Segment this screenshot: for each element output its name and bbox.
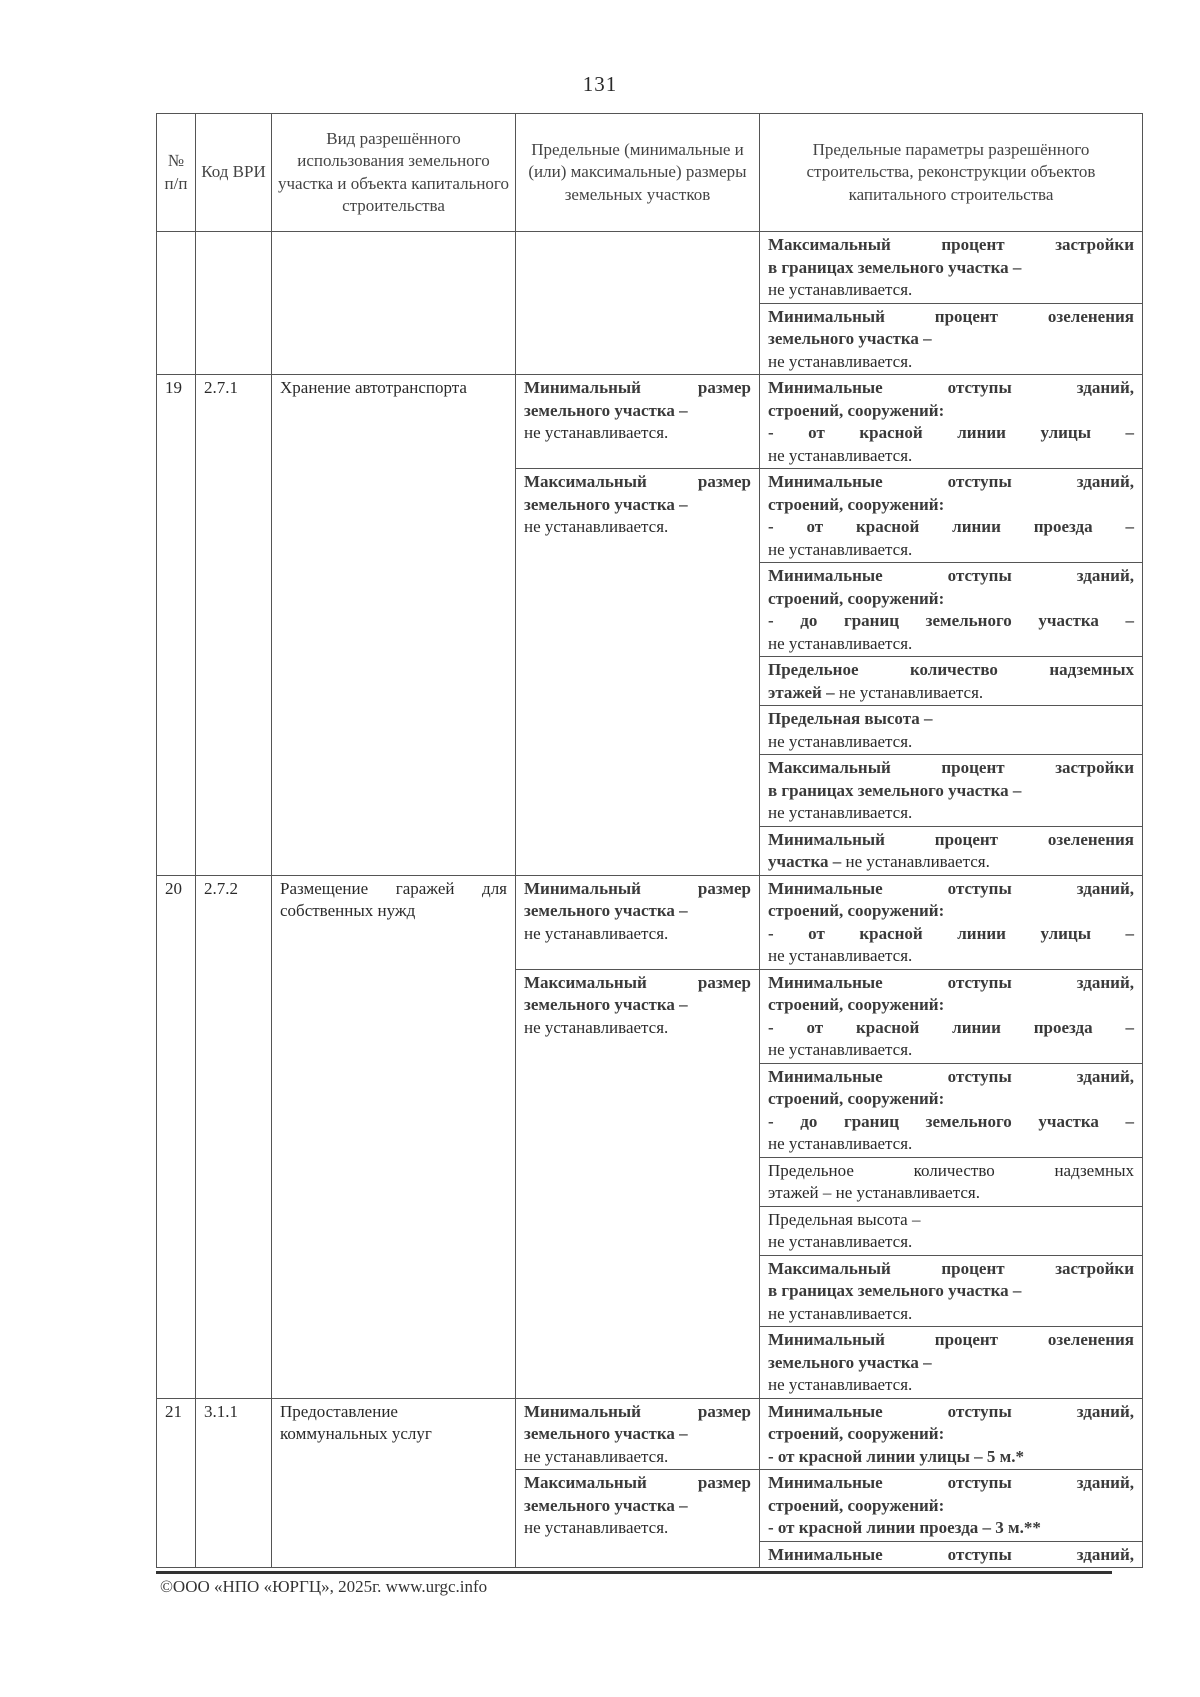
param-line: строений, сооружений: <box>768 1424 945 1443</box>
table-row <box>157 1398 1143 1470</box>
param-line: - от красной линии улицы – 5 м.* <box>768 1446 1024 1466</box>
param-fragment: не устанавливается. <box>831 1183 980 1202</box>
param-cell <box>760 1398 1143 1470</box>
param-line: Минимальный процент озеленения <box>768 306 1134 326</box>
param-line: Предельная высота – <box>768 1209 921 1229</box>
table-header-row <box>157 114 1143 232</box>
param-line: - от красной линии улицы – <box>768 423 1134 442</box>
min-size-cell <box>516 875 760 969</box>
num-cell: 20 <box>157 875 196 1398</box>
code-cell: 3.1.1 <box>196 1398 272 1568</box>
param-line: не устанавливается. <box>768 1040 913 1059</box>
param-cell <box>760 469 1143 563</box>
param-line: Максимальный процент застройки <box>768 235 1134 254</box>
header-code: Код ВРИ <box>196 114 272 232</box>
param-line: Минимальный процент озеленения <box>768 829 1134 849</box>
param-cell <box>760 657 1143 706</box>
param-line: - до границ земельного участка – <box>768 1111 1134 1131</box>
param-line: Предельная высота – <box>768 709 933 728</box>
use-cell <box>272 232 516 375</box>
param-line: Максимальный размер <box>524 972 751 992</box>
param-line: не устанавливается. <box>524 1017 669 1037</box>
header-plot-sizes: Предельные (минимальные и (или) максимальные) размеры земельных участков <box>516 114 760 232</box>
min-size-cell <box>516 375 760 469</box>
param-line: не устанавливается. <box>768 280 913 299</box>
use-cell: Хранение автотранспорта <box>272 375 516 876</box>
param-line: - от красной линии проезда – <box>768 1017 1134 1037</box>
param-cell <box>760 969 1143 1063</box>
param-line: Максимальный размер <box>524 1473 751 1492</box>
param-line <box>768 1182 1134 1205</box>
param-cell <box>760 1063 1143 1157</box>
code-cell: 2.7.1 <box>196 375 272 876</box>
header-use-type: Вид разрешённого использования земельного участка и объекта капитального строительства <box>272 114 516 232</box>
param-line: не устанавливается. <box>768 633 913 653</box>
table-row <box>157 232 1143 304</box>
param-line: в границах земельного участка – <box>768 257 1022 277</box>
code-cell <box>196 232 272 375</box>
param-line: в границах земельного участка – <box>768 780 1022 800</box>
param-line: строений, сооружений: <box>768 588 945 608</box>
param-line: не устанавливается. <box>768 1134 913 1153</box>
code-cell: 2.7.2 <box>196 875 272 1398</box>
param-cell <box>760 1470 1143 1542</box>
param-line: Предельное количество надземных <box>768 660 1134 679</box>
param-line: не устанавливается. <box>768 1303 913 1323</box>
num-cell <box>157 232 196 375</box>
param-cell <box>760 826 1143 875</box>
header-build-params: Предельные параметры разрешённого строительства, реконструкции объектов капитального строительства <box>760 114 1143 232</box>
param-cell <box>760 1327 1143 1399</box>
size-cell <box>516 232 760 375</box>
param-line: земельного участка – <box>524 494 688 514</box>
param-line: земельного участка – <box>524 400 688 420</box>
param-line: земельного участка – <box>524 1424 688 1443</box>
param-line: не устанавливается. <box>524 423 669 442</box>
table-row <box>157 375 1143 469</box>
param-line: Минимальные отступы зданий, <box>768 1473 1134 1492</box>
param-line: не устанавливается. <box>768 539 913 559</box>
param-line: Минимальные отступы зданий, <box>768 1544 1134 1564</box>
use-cell: Размещение гаражей для собственных нужд <box>272 875 516 1398</box>
param-line: Минимальные отступы зданий, <box>768 1401 1134 1421</box>
param-line: Минимальные отступы зданий, <box>768 472 1134 491</box>
num-cell: 19 <box>157 375 196 876</box>
param-line: Минимальные отступы зданий, <box>768 1066 1134 1086</box>
use-cell: Предоставление коммунальных услуг <box>272 1398 516 1568</box>
footer-divider <box>156 1571 1112 1574</box>
param-line: не устанавливается. <box>768 1375 913 1394</box>
param-line: земельного участка – <box>524 1495 688 1515</box>
param-line: не устанавливается. <box>768 445 913 465</box>
param-line: в границах земельного участка – <box>768 1281 1022 1300</box>
param-line: не устанавливается. <box>768 1232 913 1251</box>
param-line: земельного участка – <box>768 329 932 348</box>
param-line: Минимальный размер <box>524 378 751 397</box>
param-fragment: участка – <box>768 852 842 871</box>
param-cell <box>760 232 1143 304</box>
param-line: Минимальные отступы зданий, <box>768 972 1134 992</box>
param-cell <box>760 375 1143 469</box>
param-fragment: не устанавливается. <box>841 852 990 871</box>
param-fragment: этажей – <box>768 682 835 702</box>
param-cell <box>760 1541 1143 1568</box>
param-line <box>768 851 1134 874</box>
param-line: не устанавливается. <box>768 803 913 822</box>
param-fragment: не устанавливается. <box>834 682 984 702</box>
param-line: не устанавливается. <box>524 1446 669 1466</box>
param-line: не устанавливается. <box>768 731 913 751</box>
param-cell <box>760 755 1143 827</box>
param-cell <box>760 303 1143 375</box>
param-line: строений, сооружений: <box>768 400 945 420</box>
param-line: Минимальные отступы зданий, <box>768 378 1134 397</box>
param-line: Минимальный размер <box>524 878 751 898</box>
param-line: не устанавливается. <box>768 946 913 965</box>
param-cell <box>760 875 1143 969</box>
param-line: Минимальные отступы зданий, <box>768 878 1134 898</box>
param-line: не устанавливается. <box>524 1518 669 1537</box>
param-line: Максимальный размер <box>524 472 751 491</box>
param-line: земельного участка – <box>768 1352 932 1372</box>
regulations-table <box>156 113 1143 1568</box>
param-line: строений, сооружений: <box>768 901 945 920</box>
max-size-cell <box>516 969 760 1398</box>
table-row <box>157 875 1143 969</box>
max-size-cell <box>516 1470 760 1568</box>
page-number: 131 <box>582 72 618 96</box>
param-line: - до границ земельного участка – <box>768 611 1134 630</box>
param-line: строений, сооружений: <box>768 494 945 514</box>
param-line: - от красной линии проезда – <box>768 517 1134 536</box>
param-cell <box>760 1255 1143 1327</box>
max-size-cell <box>516 469 760 876</box>
param-cell <box>760 1157 1143 1206</box>
param-line: строений, сооружений: <box>768 1089 945 1108</box>
param-cell <box>760 1206 1143 1255</box>
param-cell <box>760 563 1143 657</box>
header-number: № п/п <box>157 114 196 232</box>
footer-copyright: ©ООО «НПО «ЮРГЦ», 2025г. www.urgc.info <box>160 1577 488 1596</box>
param-line: - от красной линии проезда – 3 м.** <box>768 1518 1041 1537</box>
param-line: не устанавливается. <box>524 923 669 943</box>
param-line: строений, сооружений: <box>768 995 945 1014</box>
param-cell <box>760 706 1143 755</box>
param-fragment: этажей – <box>768 1183 832 1202</box>
param-line: - от красной линии улицы – <box>768 923 1134 943</box>
param-line: Минимальный процент озеленения <box>768 1330 1134 1349</box>
param-line: строений, сооружений: <box>768 1495 945 1515</box>
param-line: Предельное количество надземных <box>768 1160 1134 1180</box>
param-line <box>768 682 1134 705</box>
param-line: земельного участка – <box>524 901 688 920</box>
param-line: земельного участка – <box>524 995 688 1014</box>
num-cell: 21 <box>157 1398 196 1568</box>
param-line: не устанавливается. <box>768 351 913 371</box>
param-line: Минимальные отступы зданий, <box>768 566 1134 585</box>
param-line: не устанавливается. <box>524 517 669 536</box>
param-line: Максимальный процент застройки <box>768 1258 1134 1278</box>
param-line: Минимальный размер <box>524 1401 751 1421</box>
param-line: Максимальный процент застройки <box>768 758 1134 777</box>
min-size-cell <box>516 1398 760 1470</box>
